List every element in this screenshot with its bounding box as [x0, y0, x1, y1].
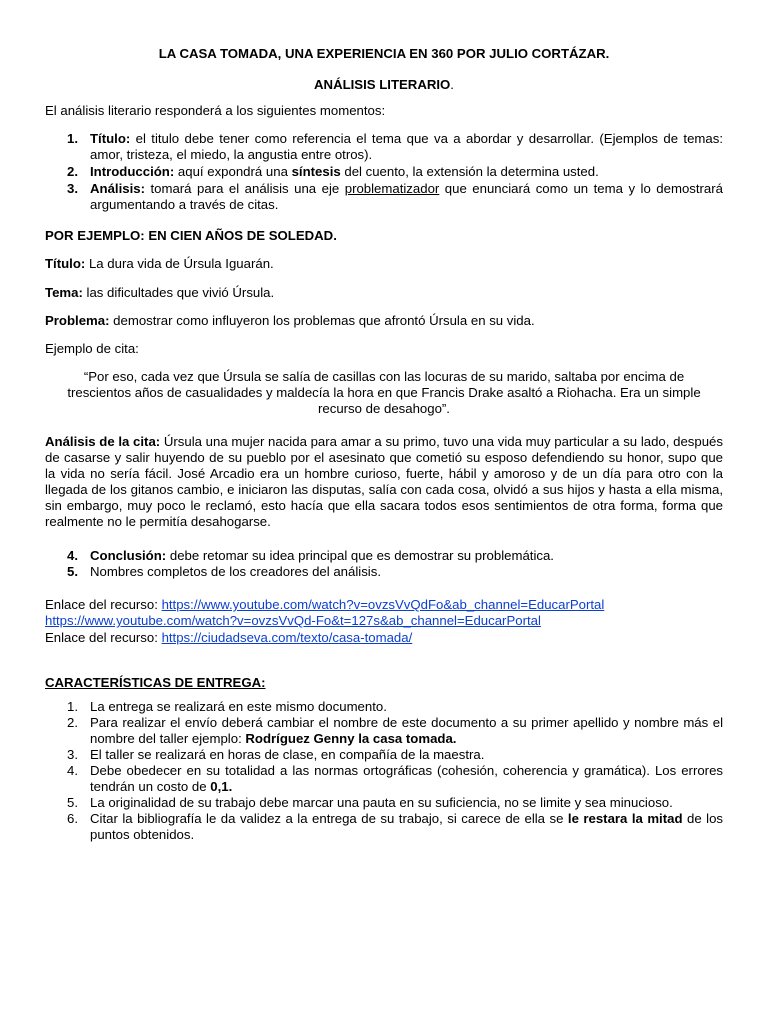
- item-underlined: problematizador: [344, 181, 440, 196]
- list-number: 3.: [67, 747, 78, 762]
- list-number: 4.: [67, 548, 78, 563]
- problema-text: demostrar como influyeron los problemas que afrontó Úrsula en su vida.: [109, 313, 535, 328]
- resource-link[interactable]: https://www.youtube.com/watch?v=ovzsVvQd-Fo&t=127s&ab_channel=EducarPortal: [45, 613, 541, 628]
- item-bold: Rodríguez Genny la casa tomada.: [245, 731, 457, 746]
- quote-block: [45, 369, 723, 417]
- resource-link[interactable]: https://www.youtube.com/watch?v=ovzsVvQdFo&ab_channel=EducarPortal: [161, 597, 605, 612]
- item-text: el titulo debe tener como referencia el tema que va a abordar y desarrollar. (Ejemplos de temas: amor, tristeza, el miedo, la angustia entre otros).: [90, 131, 723, 162]
- link-line-2: [45, 613, 723, 629]
- item-label: Título:: [90, 131, 131, 146]
- tema-label: Tema:: [45, 285, 83, 300]
- titulo-text: La dura vida de Úrsula Iguarán.: [85, 256, 274, 271]
- delivery-heading: CARACTERÍSTICAS DE ENTREGA:: [45, 675, 266, 690]
- item-label: Introducción:: [90, 164, 175, 179]
- document-subtitle: [45, 77, 723, 93]
- quote-line: recurso de desahogo”.: [318, 401, 450, 416]
- item-text: Para realizar el envío deberá cambiar el nombre de este documento a su primer apellido y nombre más el nombre del taller ejemplo:: [90, 715, 723, 746]
- quote-line: “Por eso, cada vez que Úrsula se salía de casillas con las locuras de su marido, saltaba por encima de: [83, 369, 685, 384]
- titulo-line: [45, 256, 723, 272]
- list-number: 5.: [67, 795, 78, 810]
- item-text: El taller se realizará en horas de clase, en compañía de la maestra.: [90, 747, 485, 762]
- item-text: La originalidad de su trabajo debe marcar una pauta en su suficiencia, no se limite y sea minucioso.: [90, 795, 673, 810]
- item-text: debe retomar su idea principal que es demostrar su problemática.: [166, 548, 554, 563]
- list-item: [45, 548, 723, 564]
- analisis-text: Úrsula una mujer nacida para amar a su primo, tuvo una vida muy particular a su lado, después de casarse y salir huyendo de su pueblo por el asesinato que cometió su esposo defendiendo su honor, supo que la vida no sería fácil. José Arcadio era un hombre curioso, fuerte, hábil y amoroso y de un día para otro con la llegada de los gitanos cambio, e iniciaron las disputas, salía con cada cosa, olvidó a sus hijos y hasta a ella misma, sin embargo, muy poco le reclamó, esto hacía que ella sacara todos esos sentimientos de otra forma, forma que realmente no le permitía desahogarse.: [45, 434, 723, 529]
- list-number: 3.: [67, 181, 78, 196]
- item-text: de los puntos obtenidos.: [90, 811, 724, 842]
- item-text: que enunciará como un tema y lo demostrará argumentando a través de citas.: [90, 181, 723, 212]
- item-label: Conclusión:: [90, 548, 167, 563]
- tema-text: las dificultades que vivió Úrsula.: [82, 285, 275, 300]
- list-item: [45, 811, 723, 843]
- item-bold: síntesis: [291, 164, 341, 179]
- document-title: LA CASA TOMADA, UNA EXPERIENCIA EN 360 POR JULIO CORTÁZAR.: [158, 46, 610, 61]
- moments-list: [45, 131, 723, 213]
- list-number: 1.: [67, 699, 78, 714]
- list-item: [45, 715, 723, 747]
- item-text: tomará para el análisis una eje: [144, 181, 345, 196]
- link-label: Enlace del recurso:: [45, 597, 162, 612]
- intro-paragraph: El análisis literario responderá a los siguientes momentos:: [45, 103, 386, 118]
- item-text: Citar la bibliografía le da validez a la entrega de su trabajo, si carece de ella se: [90, 811, 568, 826]
- list-number: 2.: [67, 715, 78, 730]
- list-number: 5.: [67, 564, 78, 579]
- titulo-label: Título:: [45, 256, 86, 271]
- link-line-1: [45, 597, 723, 613]
- list-item: [45, 164, 723, 180]
- list-item: [45, 795, 723, 811]
- quote-line: trescientos años de casualidades y maldecía la hora en que Francis Drake asaltó a Riohacha. Era un simple: [67, 385, 701, 400]
- list-item: [45, 564, 723, 580]
- delivery-list: [45, 699, 723, 843]
- list-item: [45, 763, 723, 795]
- list-number: 6.: [67, 811, 78, 826]
- resource-link[interactable]: https://ciudadseva.com/texto/casa-tomada/: [161, 630, 413, 645]
- subtitle-text: ANÁLISIS LITERARIO: [314, 77, 451, 92]
- list-number: 4.: [67, 763, 78, 778]
- item-text: Nombres completos de los creadores del análisis.: [90, 564, 381, 579]
- link-line-3: [45, 630, 723, 646]
- item-text: Debe obedecer en su totalidad a las normas ortográficas (cohesión, coherencia y gramática). Los errores tendrán un costo de: [90, 763, 723, 794]
- link-label: Enlace del recurso:: [45, 630, 162, 645]
- tema-line: [45, 285, 723, 301]
- item-text: La entrega se realizará en este mismo documento.: [90, 699, 387, 714]
- list-item: [45, 181, 723, 213]
- cita-intro: Ejemplo de cita:: [45, 341, 139, 356]
- item-text: aquí expondrá una: [174, 164, 292, 179]
- analisis-label: Análisis de la cita:: [45, 434, 161, 449]
- item-text: del cuento, la extensión la determina usted.: [340, 164, 599, 179]
- item-label: Análisis:: [90, 181, 145, 196]
- problema-line: [45, 313, 723, 329]
- analisis-paragraph: [45, 434, 723, 530]
- subtitle-dot: .: [450, 77, 454, 92]
- problema-label: Problema:: [45, 313, 110, 328]
- example-heading: POR EJEMPLO: EN CIEN AÑOS DE SOLEDAD.: [45, 228, 337, 243]
- moments-list-2: [45, 548, 723, 580]
- list-number: 1.: [67, 131, 78, 146]
- item-bold: le restara la mitad: [567, 811, 683, 826]
- item-bold: 0,1.: [210, 779, 233, 794]
- list-item: [45, 131, 723, 163]
- list-item: [45, 747, 723, 763]
- list-item: [45, 699, 723, 715]
- list-number: 2.: [67, 164, 78, 179]
